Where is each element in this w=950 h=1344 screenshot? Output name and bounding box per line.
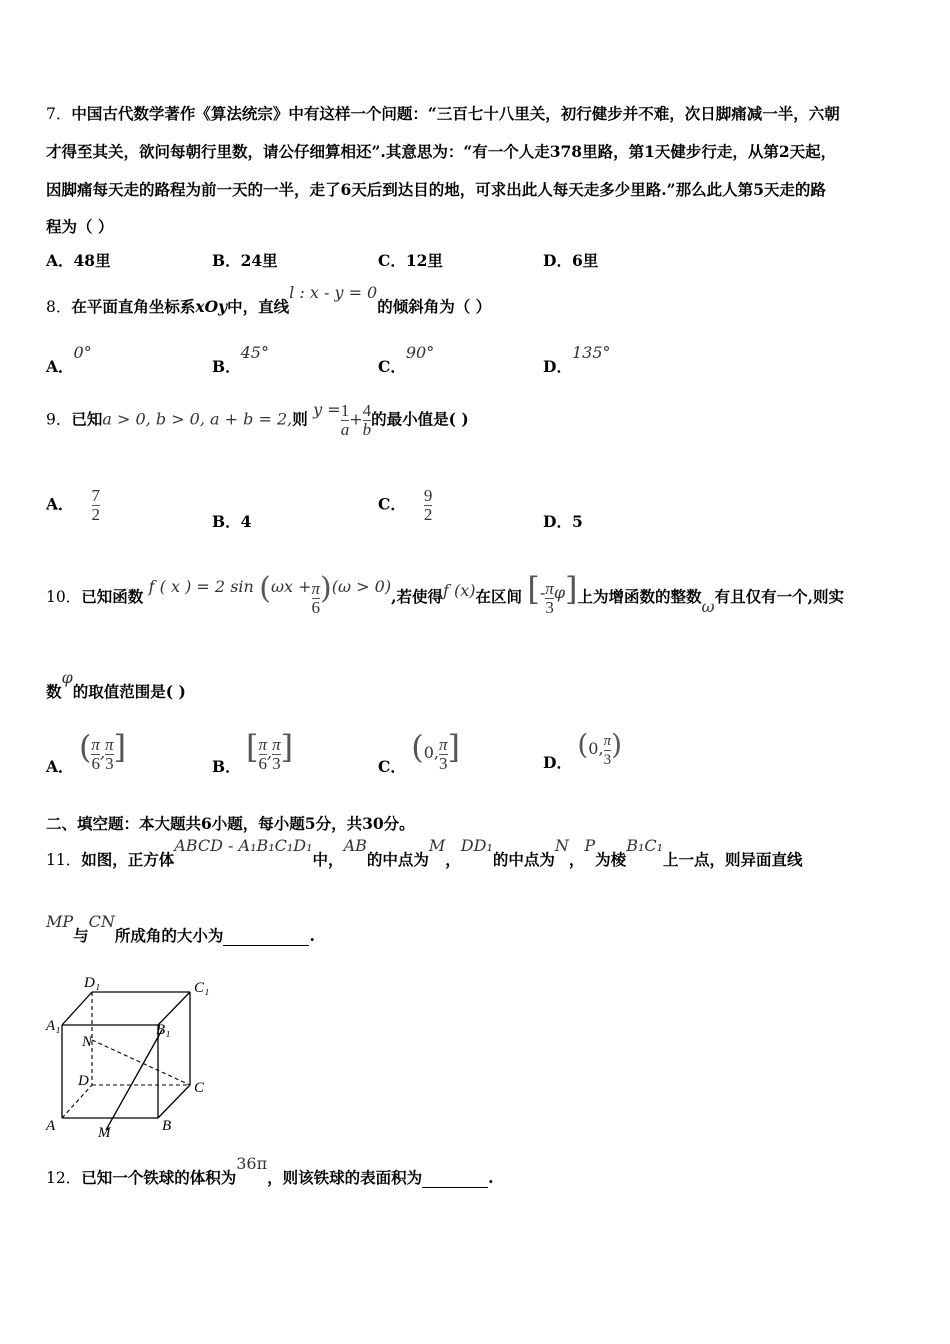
q8-option-d[interactable]: D．135° (543, 343, 611, 376)
q8-line-equation: l : x - y = 0 (289, 283, 378, 302)
q8-option-a[interactable]: A．0° (46, 343, 92, 376)
q9-frac-1-a: $\frac{1}{a}$ (340, 401, 350, 439)
q7-option-b[interactable]: B．24里 (212, 251, 278, 270)
q7-line1: 7．中国古代数学著作《算法统宗》中有这样一个问题：“三百七十八里关，初行健步并不难，次日脚痛减一半，六朝 (46, 104, 840, 123)
q7-option-a[interactable]: A．48里 (46, 251, 111, 270)
q11-stem: 11．如图，正方体ABCD - A₁B₁C₁D₁中，AB的中点为M，DD₁的中点为N，P为棱B₁C₁上一点，则异面直线 (46, 836, 803, 869)
q10-option-d[interactable]: D． (0, $\frac{\pi}{3}$ ) (543, 728, 623, 772)
label-a: A (46, 1118, 56, 1134)
q8-option-c[interactable]: C．90° (378, 343, 435, 376)
q9-frac-4-b: $\frac{4}{b}$ (362, 401, 372, 439)
q11-answer-blank[interactable] (223, 926, 309, 946)
q9-option-c[interactable]: C． $\frac{9}{2}$ (378, 486, 433, 524)
label-a1: A₁ (46, 1018, 61, 1034)
q7-line4: 程为（ ） (46, 217, 114, 236)
q7-line3: 因脚痛每天走的路程为前一天的一半，走了6天后到达目的地，可求出此人每天走多少里路.”那么此人第5天走的路 (46, 180, 826, 199)
segment-mp (106, 1030, 162, 1130)
q9-stem: 9．已知a > 0, b > 0, a + b = 2,则 y = $\frac{1}{a}$ + $\frac{4}{b}$ 的最小值是( ) (46, 399, 469, 439)
q9-option-a[interactable]: A． $\frac{7}{2}$ (46, 486, 101, 524)
q10-option-c[interactable]: C． (0, $\frac{\pi}{3}$ ] (378, 728, 461, 776)
q9-option-d[interactable]: D．5 (543, 512, 583, 531)
label-n: N (82, 1034, 93, 1050)
q10-stem: 10．已知函数 f ( x ) = 2 sin (ωx + $\frac{\pi}{6}$ )(ω > 0),若使得f (x)在区间 [- $\frac{\pi}{3}$ φ]上为增函数的整数ω有且仅有一个,则实 (46, 570, 844, 617)
q8-option-b[interactable]: B．45° (212, 343, 269, 376)
segment-nc (92, 1040, 190, 1085)
q9-option-b[interactable]: B．4 (212, 512, 252, 531)
label-c: C (194, 1080, 205, 1096)
section-2-heading: 二、填空题：本大题共6小题，每小题5分，共30分。 (46, 814, 415, 833)
q7-line2: 才得至其关，欲问每朝行里数，请公仔细算相还”.其意思为：“有一个人走378里路，第1天健步行走，从第2天起， (46, 142, 837, 161)
edge-b-c (158, 1085, 190, 1118)
q10-option-b[interactable]: B． [ $\frac{\pi}{6}$ , $\frac{\pi}{3}$ ] (212, 728, 294, 776)
q7-option-c[interactable]: C．12里 (378, 251, 443, 270)
label-d1: D₁ (84, 975, 101, 991)
q12-answer-blank[interactable] (422, 1168, 488, 1188)
edge-a1-d1 (62, 992, 92, 1025)
label-b: B (162, 1118, 172, 1134)
q10-option-a[interactable]: A． ( $\frac{\pi}{6}$ , $\frac{\pi}{3}$ ] (46, 728, 127, 776)
q8-stem: 8．在平面直角坐标系xOy中，直线l : x - y = 0的倾斜角为（ ） (46, 283, 492, 316)
cube-figure (40, 970, 230, 1140)
q7-option-d[interactable]: D．6里 (543, 251, 599, 270)
q10-stem-line2: 数φ的取值范围是( ) (46, 668, 186, 701)
q11-stem-line2: MP与CN所成角的大小为 . (46, 912, 315, 945)
hidden-edge-a-d (62, 1085, 92, 1118)
label-m: M (98, 1125, 111, 1140)
q12-stem: 12．已知一个铁球的体积为36π，则该铁球的表面积为 . (46, 1154, 494, 1187)
label-d: D (78, 1073, 89, 1089)
label-b1: B₁ (156, 1022, 171, 1038)
label-c1: C₁ (194, 980, 210, 996)
edge-b1-c1 (158, 992, 190, 1025)
